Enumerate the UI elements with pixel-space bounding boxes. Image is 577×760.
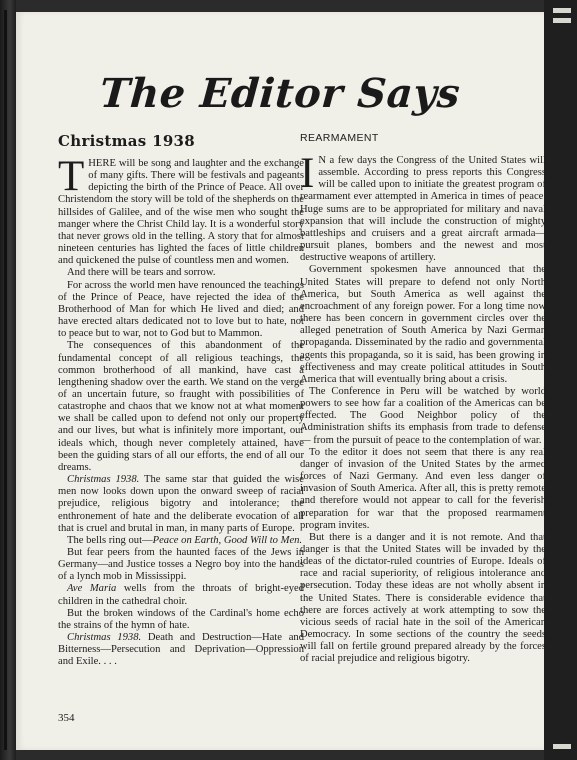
article-paragraph: For across the world men have renounced the teachings of the Prince of Peace, have rejected the idea of the Brotherhood of Man for which He lived and died; and have erected altars dedicated not to love but to hate, not to peace but to war, not to God but to Mammon. [58, 279, 304, 340]
article-paragraph: The consequences of this abandonment of the fundamental concept of all religious teachings, the common brotherhood of all mankind, have cast a lengthening shadow over the earth. We stand on the verge of an uncertain future, so fraught with possibilities of catastrophe and chaos that we know not at what moment we shall be called upon to defend not only our property and our lives, but what is infinitely more important, our ideals which, though never completely attained, have been the guiding stars of all our efforts, the end of all our dreams. [58, 340, 304, 473]
article-paragraph: The bells ring out—Peace on Earth, Good Will to Men. [67, 534, 303, 546]
page-title: The Editor Says [98, 70, 462, 117]
article-paragraph: The Conference in Peru will be watched by world powers to see how far a coalition of the Americas can be effected. The Good Neighbor policy of the Administration shifts its emphasis from trade to defense — from the pursuit of peace to the contemplation of war. [300, 385, 546, 446]
drop-cap: T [58, 153, 85, 200]
left-column [58, 132, 304, 669]
article-paragraph: But there is a danger and it is not remote. And that danger is that the United States will be invaded by the ideas of the dictator-ruled countries of Europe. Ideals of race and racial superiority, of religious intolerance and persecution. Today these ideas are not wholly absent in the United States. There is considerable evidence that there are forces actively at work attempting to sow the vicious seeds of racial hate in the soil of the American Democracy. In some sections of the country the seeds will fall on fertile ground prepared already by the forces of racial prejudice and religious bigotry. [300, 531, 546, 665]
article-paragraph: THERE will be song and laughter and the exchange of many gifts. There will be festivals and pageants depicting the birth of the Prince of Peace. All over Christendom the story will be told of the shepherds on the hillsides of Galilee, and of the wise men who sought the manger where the Christ Child lay. It is a wonderful story that never grows old in the telling. A story that for almost nineteen centuries has lighted the faces of little children and quickened the pulse of countless men and women. [58, 153, 304, 267]
right-column [300, 132, 546, 666]
article-paragraph: I N a few days the Congress of the United States will assemble. According to press reports this Congress will be called upon to initiate the greatest program of rearmament ever attempted in America in times of peace. Huge sums are to be appropriated for military and naval expansion that will include the construction of mighty battleships and cruisers and a great aircraft armada—pursuit planes, bombers and the newest and most destructive weapons of artillery. [300, 150, 546, 264]
article-paragraph: To the editor it does not seem that there is any real danger of invasion of the United States by the armed forces of Nazi Germany. And even less danger of invasion of South America. After all, this is pretty remote and therefore would not appear to call for the feverish preparation for war that the proposed rearmament program invites. [300, 446, 546, 531]
page-edge-right [544, 0, 577, 760]
section-heading-rearmament: REARMAMENT [300, 132, 379, 144]
magazine-page [16, 12, 544, 750]
page-number: 354 [58, 712, 75, 724]
article-paragraph: Ave Maria wells from the throats of bright-eyed children in the cathedral choir. [58, 583, 304, 607]
article-paragraph: Christmas 1938. Death and Destruction—Hate and Bitterness—Persecution and Deprivation—Oppression and Exile. . . . [58, 632, 304, 668]
drop-cap: I [300, 150, 315, 197]
article-paragraph: Government spokesmen have announced that the United States will prepare to defend not only North America, but South America as well against the encroachment of any foreign power. For a long time now there has been concern in government circles over the alleged penetration of South America by Nazi German propaganda. Disseminated by the radio and governmental agents this propaganda, so it is said, has been growing in effectiveness and may create political attitudes in South America that will eventually bring about a crisis. [300, 264, 546, 385]
section-heading-christmas: Christmas 1938 [58, 132, 196, 150]
article-paragraph: And there will be tears and sorrow. [67, 267, 216, 279]
article-paragraph: Christmas 1938. The same star that guided the wise men now looks down upon the onward sweep of racial prejudice, religious bigotry and intolerance; the enthronement of hate and the deliberate evocation of all that is cruel and brutal in man, in many parts of Europe. [58, 474, 304, 534]
article-paragraph: But fear peers from the haunted faces of the Jews in Germany—and Justice tosses a Negro boy into the hands of a lynch mob in Mississippi. [58, 547, 304, 583]
article-paragraph: But the broken windows of the Cardinal's home echo the strains of the hymn of hate. [58, 607, 304, 631]
